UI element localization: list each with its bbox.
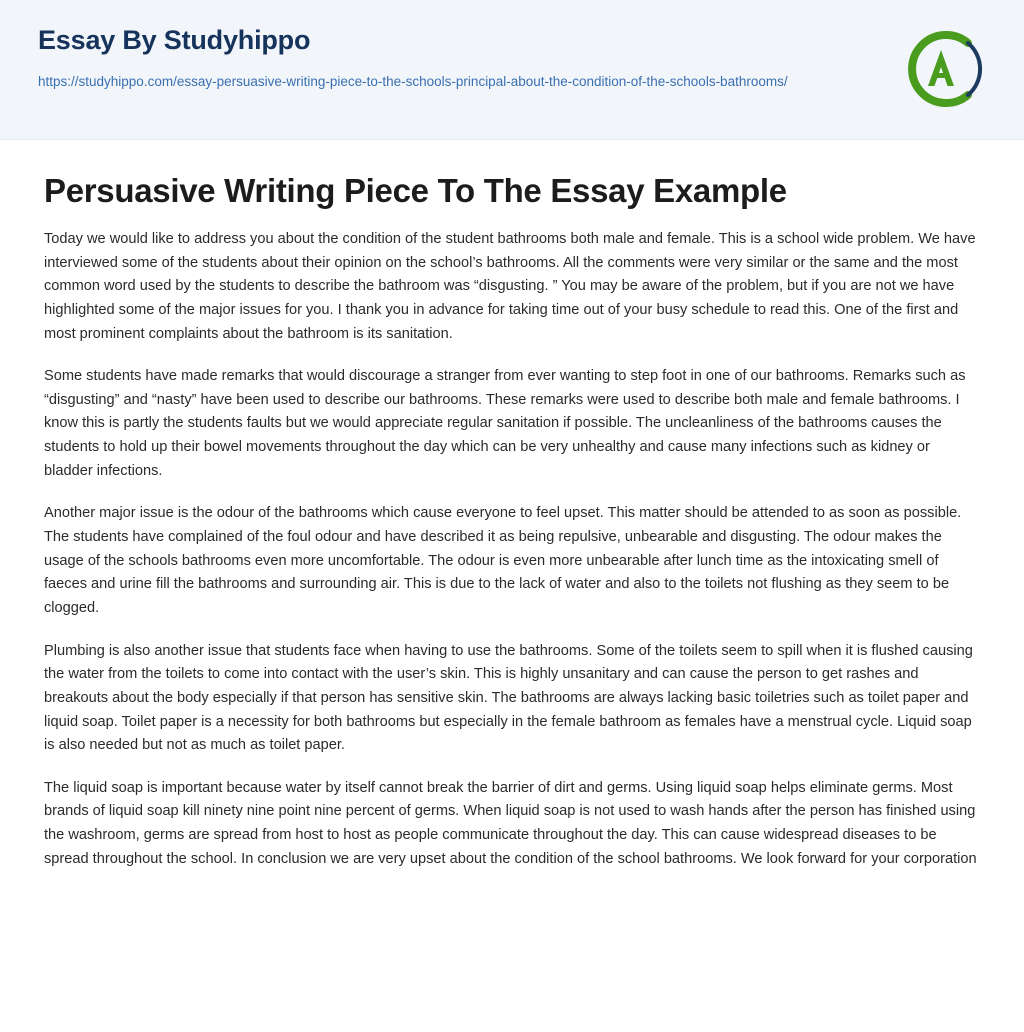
paragraph: Today we would like to address you about the condition of the student bathrooms both male and female. This is a school wide problem. We have interviewed some of the students about their opinion on the school’s bathrooms. All the comments were very similar or the same and the most common word used by the students to describe the bathroom was “disgusting. ” You may be aware of the problem, but if you are not we have highlighted some of the major issues for you. I thank you in advance for taking time out of your busy schedule to read this. One of the first and most prominent complaints about the bathroom is its sanitation. <box>44 231 976 342</box>
paragraph: The liquid soap is important because water by itself cannot break the barrier of dirt and germs. Using liquid soap helps eliminate germs. Most brands of liquid soap kill ninety nine point nine percent of germs. When liquid soap is not used to wash hands after the person has finished using the washroom, germs are spread from host to host as people communicate throughout the day. This can cause widespread diseases to be spread throughout the school. In conclusion we are very upset about the condition of the school bathrooms. We look forward for your corporation <box>44 779 977 867</box>
site-brand: Essay By Studyhippo <box>38 25 311 55</box>
paragraph: Plumbing is also another issue that students face when having to use the bathrooms. Some of the toilets seem to spill when it is flushed causing the water from the toilets to come into contact with the user’s skin. This is highly unsanitary and can cause the person to get rashes and breakouts about the body especially if that person has sensitive skin. The bathrooms are always lacking basic toiletries such as toilet paper and liquid soap. Toilet paper is a necessity for both bathrooms but especially in the female bathroom as females have a menstrual cycle. Liquid soap is also needed but not as much as toilet paper. <box>44 642 973 754</box>
studyhippo-a-logo-icon <box>898 26 984 112</box>
source-url[interactable]: https://studyhippo.com/essay-persuasive-writing-piece-to-the-schools-principal-about-the-condition-of-the-schools-bathrooms/ <box>38 73 788 89</box>
paragraph: Some students have made remarks that would discourage a stranger from ever wanting to step foot in one of our bathrooms. Remarks such as “disgusting” and “nasty” have been used to describe our bathrooms. These remarks were used to describe both male and female bathrooms. I know this is partly the students faults but we would appreciate regular sanitation if possible. The uncleanliness of the bathrooms causes the students to hold up their bowel movements throughout the day which can be very unhealthy and cause many infections such as kidney or bladder infections. <box>44 368 966 479</box>
page-header <box>0 0 1024 140</box>
page-title: Persuasive Writing Piece To The Essay Example <box>44 172 787 209</box>
document-body <box>0 140 1024 871</box>
paragraph: Another major issue is the odour of the bathrooms which cause everyone to feel upset. This matter should be attended to as soon as possible. The students have complained of the foul odour and have described it as being repulsive, unbearable and disgusting. The odour makes the usage of the schools bathrooms even more uncomfortable. The odour is even more unbearable after lunch time as the intoxicating smell of faeces and urine fill the bathrooms and surrounding air. This is due to the lack of water and also to the toilets not flushing as they seem to be clogged. <box>44 505 962 616</box>
